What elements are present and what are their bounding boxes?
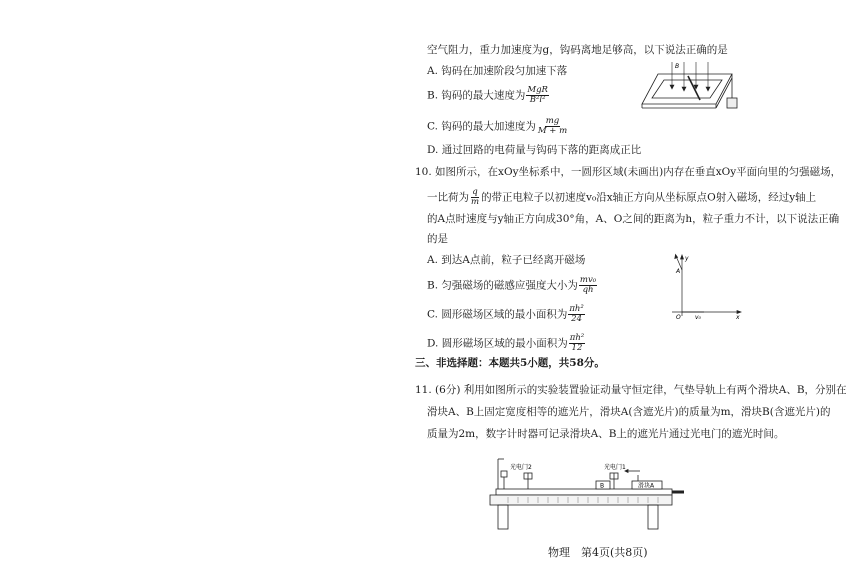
slider-a-label: 滑块A: [638, 482, 655, 490]
q10-option-a: A. 到达A点前，粒子已经离开磁场: [427, 254, 586, 266]
q10-option-b-text: B. 匀强磁场的磁感应强度大小为: [427, 279, 578, 292]
q10-option-d-fraction: [569, 334, 585, 353]
y-axis-label: y: [685, 255, 689, 262]
q10-coordinate-figure: [668, 250, 744, 324]
fraction-numerator: πh²: [569, 333, 585, 343]
hook-weight: [727, 98, 737, 108]
section3-heading: 三、非选择题：本题共5小题，共58分。: [415, 357, 605, 369]
fraction-numerator: mg: [545, 116, 560, 126]
air-track-base: [490, 495, 672, 505]
q10-line2-text-b: 的带正电粒子以初速度v₀沿x轴正方向从坐标原点O射入磁场，经过y轴上: [481, 191, 817, 204]
q10-option-c-fraction: [568, 305, 584, 324]
fraction-denominator: B²l²: [529, 95, 546, 105]
x-axis-label: x: [736, 314, 740, 321]
q9-option-a: A. 钩码在加速阶段匀加速下落: [427, 65, 568, 77]
bumper: [501, 471, 507, 477]
q10-option-d: [427, 334, 586, 353]
photogate-2-label: 光电门2: [510, 464, 532, 471]
slider-b-label: B: [600, 482, 605, 490]
q10-line1: 10. 如图所示，在xOy坐标系中，一圆形区域(未画出)内存在垂直xOy平面向里的匀强磁场，: [415, 166, 842, 178]
fraction-numerator: MgR: [527, 85, 548, 95]
fraction-numerator: q: [472, 187, 478, 197]
q10-line2-text-a: 一比荷为: [427, 191, 469, 204]
photogate-1-label: 光电门1: [604, 464, 626, 471]
fraction-denominator: 12: [571, 343, 583, 353]
q11-line1: 11. (6分) 利用如图所示的实验装置验证动量守恒定律，气垫导轨上有两个滑块A、B，分别在: [415, 384, 847, 396]
q9-stem: 空气阻力，重力加速度为g，钩码离地足够高，以下说法正确的是: [427, 44, 728, 56]
page-footer: 物理 第4页(共8页): [548, 546, 648, 559]
fraction-denominator: M + m: [537, 126, 568, 136]
q9-option-b-text: B. 钩码的最大速度为: [427, 89, 526, 102]
field-label-b: B: [675, 63, 680, 70]
q11-line3: 质量为2m，数字计时器可记录滑块A、B上的遮光片通过光电门的遮光时间。: [427, 428, 785, 440]
q9-rail-magnet-figure: [636, 60, 746, 124]
q10-option-c-text: C. 圆形磁场区域的最小面积为: [427, 308, 568, 321]
fraction-denominator: m: [471, 197, 480, 207]
q9-option-d: D. 通过回路的电荷量与钩码下落的距离成正比: [427, 144, 642, 156]
metal-rod: [688, 76, 700, 100]
right-table-leg: [648, 505, 658, 529]
q11-line2: 滑块A、B上固定宽度相等的遮光片，滑块A(含遮光片)的质量为m，滑块B(含遮光片)的: [427, 406, 831, 418]
fraction-denominator: 24: [571, 314, 582, 324]
rail-inner: [652, 80, 722, 98]
q10-charge-mass-ratio: [470, 188, 480, 207]
q11-air-track-figure: [488, 445, 688, 537]
q9-option-b-fraction: [526, 86, 549, 105]
q9-option-b: [427, 86, 550, 105]
q10-option-c: [427, 305, 586, 324]
q9-option-c: [427, 117, 569, 136]
q9-option-c-fraction: [537, 117, 568, 136]
air-track-rail: [496, 489, 672, 495]
left-table-leg: [498, 505, 508, 529]
q10-option-b-fraction: [579, 276, 597, 295]
q10-option-d-text: D. 圆形磁场区域的最小面积为: [427, 337, 568, 350]
v0-label: v₀: [695, 314, 701, 321]
origin-label: O: [676, 314, 681, 321]
point-a-label: A: [676, 268, 681, 275]
rail-plane: [642, 74, 732, 104]
q10-line3: 的A点时速度与y轴正方向成30°角，A、O之间的距离为h，粒子重力不计，以下说法正确: [427, 213, 840, 225]
q9-option-c-text: C. 钩码的最大加速度为: [427, 120, 536, 133]
fraction-numerator: πh²: [569, 304, 584, 314]
fraction-denominator: qh: [582, 285, 594, 295]
fraction-numerator: mv₀: [579, 275, 597, 285]
q10-option-b: [427, 276, 598, 295]
q10-line4: 的是: [427, 233, 448, 245]
q10-line2: [427, 188, 816, 207]
